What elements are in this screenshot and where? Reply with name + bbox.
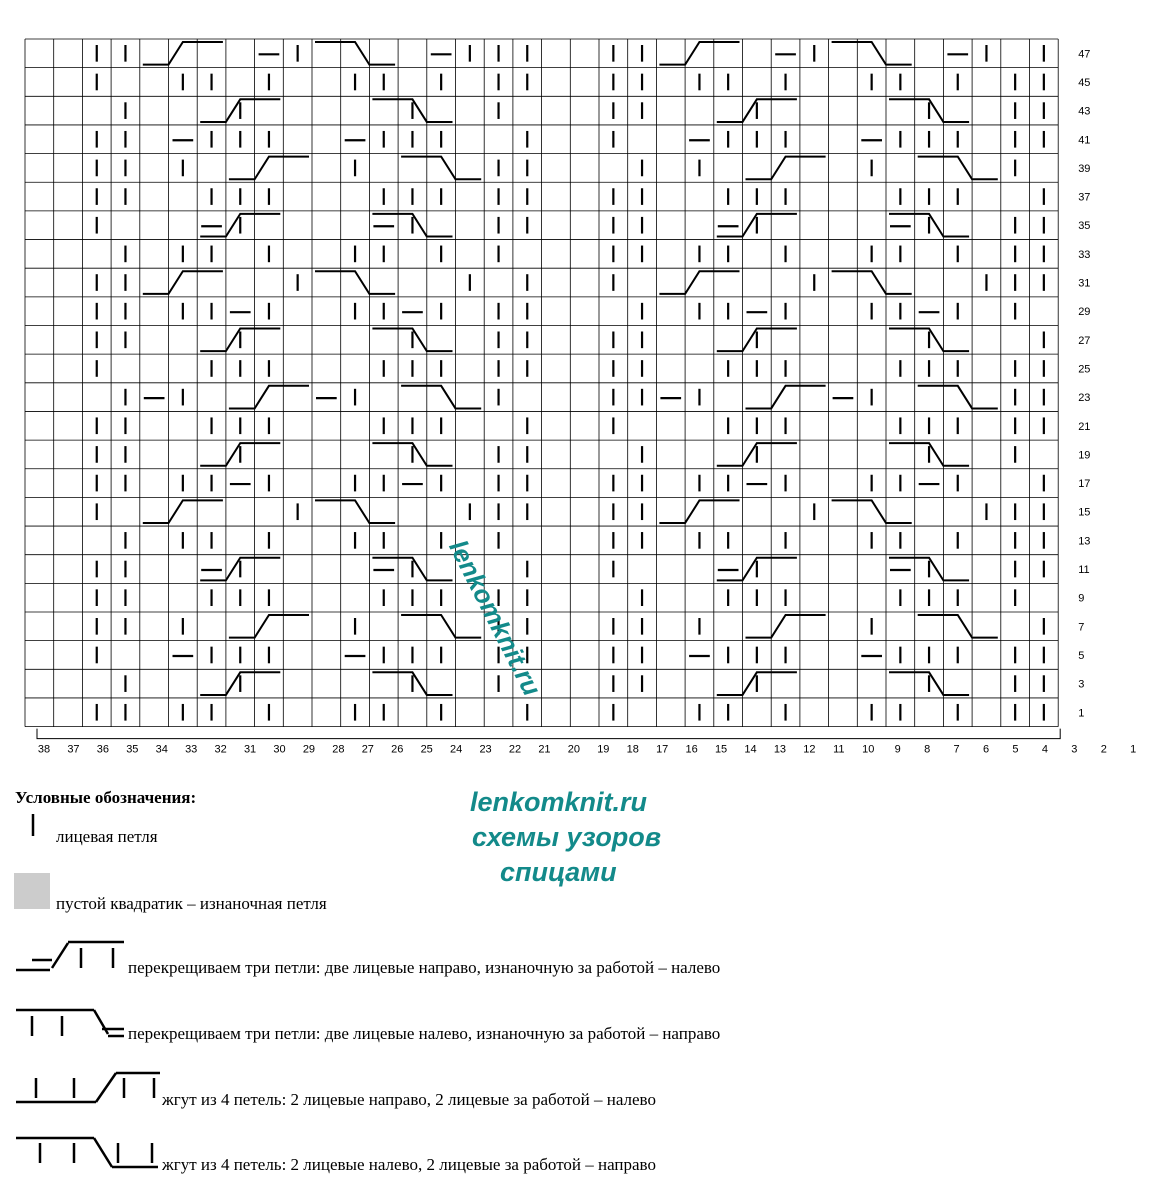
purl-stitch-icon: [14, 873, 50, 909]
row-label: 39: [1078, 162, 1091, 175]
cable-cross: [659, 500, 739, 523]
column-label: 34: [155, 743, 168, 756]
row-label: 29: [1078, 306, 1091, 319]
row-label: 9: [1078, 592, 1085, 605]
chart-grid: [25, 39, 1060, 739]
column-label: 32: [214, 743, 227, 756]
site-tagline-2: спицами: [500, 857, 617, 887]
cable-cross: [229, 615, 309, 638]
cable-cross: [746, 615, 826, 638]
row-label: 19: [1078, 449, 1091, 462]
site-tagline-1: схемы узоров: [472, 822, 662, 852]
cross-three-right-icon: [12, 938, 127, 974]
row-label: 17: [1078, 478, 1091, 491]
cable-cross: [143, 42, 223, 65]
column-label: 1: [1130, 743, 1137, 756]
legend-cross3-left-label: перекрещиваем три петли: две лицевые налево, изнаночную за работой – направо: [128, 1024, 721, 1043]
row-label: 41: [1078, 134, 1091, 147]
row-label: 15: [1078, 506, 1091, 519]
cable-four-left-icon: [12, 1133, 162, 1173]
column-label: 31: [243, 743, 257, 756]
column-label: 11: [833, 743, 845, 756]
legend-cable4-left-label: жгут из 4 петель: 2 лицевые налево, 2 лицевые за работой – направо: [162, 1155, 656, 1174]
column-label: 3: [1071, 743, 1078, 756]
column-label: 29: [302, 743, 316, 756]
cable-cross: [746, 386, 826, 409]
cable-cross: [401, 157, 481, 180]
column-label: 33: [185, 743, 198, 756]
column-label: 8: [924, 743, 931, 756]
cable-cross: [229, 386, 309, 409]
legend-title: Условные обозначения:: [15, 788, 197, 807]
cable-cross: [746, 157, 826, 180]
column-label: 9: [894, 743, 901, 756]
column-label: 21: [538, 743, 551, 756]
column-label: 23: [479, 743, 492, 756]
row-label: 27: [1078, 334, 1091, 347]
row-label: 43: [1078, 105, 1091, 118]
column-label: 7: [953, 743, 960, 756]
column-label: 6: [982, 743, 990, 756]
row-label: 25: [1078, 363, 1091, 376]
cable-cross: [143, 500, 223, 523]
cable-cross: [315, 271, 395, 294]
column-label: 17: [656, 743, 669, 756]
row-number-labels: [1078, 48, 1090, 719]
row-label: 13: [1078, 535, 1091, 548]
row-label: 7: [1078, 621, 1085, 634]
column-label: 20: [567, 743, 581, 756]
column-label: 27: [361, 743, 374, 756]
column-label: 24: [450, 743, 463, 756]
cable-cross: [229, 157, 309, 180]
legend-cable4-right-label: жгут из 4 петель: 2 лицевые направо, 2 лицевые за работой – налево: [162, 1090, 656, 1109]
row-label: 35: [1078, 220, 1091, 233]
knit-stitch-icon: [28, 812, 40, 838]
legend-purl-label: пустой квадратик – изнаночная петля: [56, 894, 327, 913]
column-label: 19: [597, 743, 610, 756]
cable-cross: [918, 615, 998, 638]
cable-cross: [401, 386, 481, 409]
cable-four-right-icon: [12, 1068, 162, 1108]
column-label: 2: [1100, 743, 1107, 756]
cable-cross: [832, 500, 912, 523]
column-label: 28: [332, 743, 345, 756]
column-label: 18: [626, 743, 639, 756]
row-label: 31: [1078, 277, 1091, 290]
column-label: 25: [420, 743, 433, 756]
cable-cross: [315, 500, 395, 523]
column-label: 12: [803, 743, 816, 756]
column-bracket: [37, 729, 1060, 739]
cable-cross: [659, 271, 739, 294]
cable-cross: [918, 386, 998, 409]
column-label: 14: [744, 743, 757, 756]
column-label: 10: [862, 743, 875, 756]
column-label: 15: [714, 743, 728, 756]
column-number-labels: [38, 744, 1136, 756]
column-label: 36: [96, 743, 110, 756]
column-label: 26: [391, 743, 404, 756]
column-label: 37: [67, 743, 80, 756]
row-label: 37: [1078, 191, 1091, 204]
cable-cross: [143, 271, 223, 294]
column-label: 38: [37, 743, 51, 756]
row-label: 23: [1078, 392, 1091, 405]
row-label: 3: [1078, 678, 1085, 691]
column-label: 5: [1012, 743, 1019, 756]
row-label: 45: [1078, 76, 1091, 89]
cable-cross: [315, 42, 395, 65]
column-label: 4: [1041, 743, 1048, 756]
cable-cross: [401, 615, 481, 638]
cable-cross: [918, 157, 998, 180]
site-watermark: [470, 785, 661, 890]
legend-cross3-right-label: перекрещиваем три петли: две лицевые направо, изнаночную за работой – налево: [128, 958, 721, 977]
cable-cross: [832, 271, 912, 294]
site-name: lenkomknit.ru: [470, 787, 648, 817]
row-label: 11: [1078, 564, 1090, 577]
column-label: 16: [685, 743, 698, 756]
row-label: 1: [1078, 707, 1085, 720]
cable-cross: [659, 42, 739, 65]
column-label: 30: [273, 743, 286, 756]
column-label: 22: [508, 743, 522, 756]
column-label: 35: [126, 743, 139, 756]
row-label: 33: [1078, 248, 1091, 261]
row-label: 47: [1078, 48, 1091, 61]
cable-cross: [832, 42, 912, 65]
row-label: 21: [1078, 420, 1091, 433]
diagonal-watermark: lenkomknit.ru: [443, 535, 548, 701]
cross-three-left-icon: [12, 1006, 127, 1042]
row-label: 5: [1078, 649, 1085, 662]
column-label: 13: [773, 743, 787, 756]
legend-knit-label: лицевая петля: [56, 827, 158, 846]
